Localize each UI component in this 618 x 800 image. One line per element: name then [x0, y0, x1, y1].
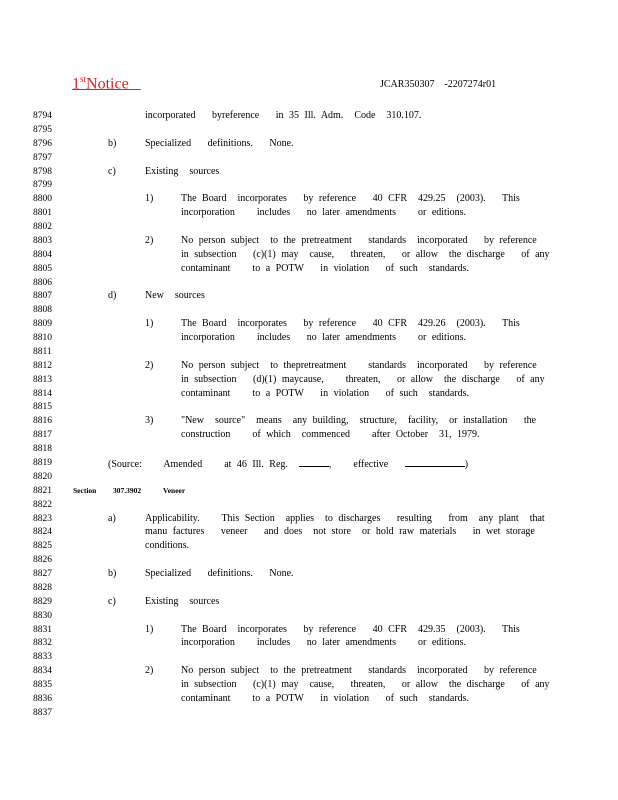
- item-label: b): [108, 568, 117, 580]
- subitem-label: 2): [145, 234, 154, 246]
- line-number: 8833: [33, 652, 52, 663]
- continuation-text: in subsection (c)(1) may cause, threaten, or allow the discharge of any: [181, 679, 550, 691]
- item-label: a): [108, 512, 116, 524]
- line-8818: [0, 442, 618, 456]
- item-text: Applicability. This Section applies to discharges resulting from any plant that: [145, 512, 545, 524]
- line-number: 8804: [33, 249, 52, 260]
- line-number: 8835: [33, 680, 52, 691]
- item-text: Specialized definitions. None.: [145, 137, 294, 149]
- line-number: 8795: [33, 124, 52, 135]
- line-number: 8827: [33, 569, 52, 580]
- line-8796: [0, 137, 618, 151]
- line-number: 8794: [33, 111, 52, 121]
- line-number: 8811: [33, 346, 52, 357]
- line-number: 8810: [33, 333, 52, 344]
- item-text: Existing sources: [145, 165, 220, 177]
- line-8804: [0, 248, 618, 262]
- item-label: c): [108, 165, 116, 177]
- subitem-text: No person subject to the pretreatment standards incorporated by reference: [181, 234, 537, 246]
- line-8832: [0, 636, 618, 650]
- subitem-label: 1): [145, 623, 154, 635]
- item-label: c): [108, 595, 116, 607]
- line-number: 8837: [33, 707, 52, 718]
- continuation-text: conditions.: [145, 540, 190, 552]
- line-8815: [0, 400, 618, 414]
- item-text: Specialized definitions. None.: [145, 568, 294, 580]
- continuation-text: incorporated byreference in 35 Ill. Adm. Code 310.107.: [145, 110, 422, 121]
- line-number: 8805: [33, 263, 52, 274]
- subitem-text: The Board incorporates by reference 40 CFR 429.26 (2003). This: [181, 318, 520, 330]
- line-8798: [0, 165, 618, 179]
- subitem-text: "New source" means any building, structure, facility, or installation the: [181, 415, 537, 427]
- line-8807: [0, 289, 618, 303]
- line-8831: [0, 623, 618, 637]
- subitem-label: 1): [145, 318, 154, 330]
- section-title: Veneer: [163, 485, 186, 495]
- line-number: 8820: [33, 471, 52, 482]
- line-number: 8817: [33, 430, 52, 441]
- line-8822: [0, 498, 618, 512]
- line-number: 8809: [33, 319, 52, 330]
- source-blank: [299, 456, 329, 467]
- continuation-text: incorporation includes no later amendments or editions.: [181, 207, 466, 219]
- line-number: 8798: [33, 166, 52, 177]
- item-text: New sources: [145, 290, 205, 302]
- line-number: 8829: [33, 596, 52, 607]
- item-label: b): [108, 137, 117, 149]
- line-number: 8834: [33, 666, 52, 677]
- line-8816: [0, 414, 618, 428]
- continuation-text: contaminant to a POTW in violation of such standards.: [181, 692, 470, 704]
- line-number: 8819: [33, 458, 52, 468]
- line-8801: [0, 206, 618, 220]
- line-number: 8799: [33, 180, 52, 191]
- effective-blank: [405, 456, 465, 467]
- line-8800: [0, 192, 618, 206]
- continuation-text: incorporation includes no later amendments or editions.: [181, 332, 466, 344]
- line-number: 8807: [33, 291, 52, 302]
- line-number: 8821: [33, 485, 52, 496]
- line-8799: [0, 178, 618, 192]
- line-8813: [0, 373, 618, 387]
- line-8812: [0, 359, 618, 373]
- line-number: 8836: [33, 693, 52, 704]
- line-number: 8825: [33, 541, 52, 552]
- line-number: 8831: [33, 624, 52, 635]
- line-number: 8801: [33, 208, 52, 219]
- line-8806: [0, 276, 618, 290]
- line-number: 8818: [33, 444, 52, 455]
- subitem-text: No person subject to thepretreatment standards incorporated by reference: [181, 359, 537, 371]
- item-label: d): [108, 290, 117, 302]
- notice-heading: 1stNotice: [72, 74, 129, 93]
- line-number: 8830: [33, 610, 52, 621]
- line-8819: [0, 456, 618, 470]
- line-number: 8822: [33, 499, 52, 510]
- line-number: 8814: [33, 388, 52, 399]
- line-8837: [0, 706, 618, 720]
- line-8795: [0, 123, 618, 137]
- continuation-text: in subsection (d)(1) maycause, threaten, or allow the discharge of any: [181, 373, 545, 385]
- line-8810: [0, 331, 618, 345]
- line-8817: [0, 428, 618, 442]
- subitem-label: 1): [145, 193, 154, 205]
- line-number: 8824: [33, 527, 52, 538]
- line-8830: [0, 609, 618, 623]
- line-number: 8832: [33, 638, 52, 649]
- line-8809: [0, 317, 618, 331]
- source-note: (Source: Amended at 46 Ill. Reg. , effective ): [108, 456, 468, 472]
- line-number: 8813: [33, 374, 52, 385]
- line-8794: [0, 109, 618, 123]
- subitem-label: 2): [145, 359, 154, 371]
- continuation-text: manu factures veneer and does not store or hold raw materials in wet storage: [145, 526, 535, 538]
- line-number: 8803: [33, 235, 52, 246]
- line-8826: [0, 553, 618, 567]
- line-number: 8816: [33, 416, 52, 427]
- continuation-text: construction of which commenced after October 31, 1979.: [181, 429, 480, 441]
- line-8833: [0, 650, 618, 664]
- line-number: 8797: [33, 152, 52, 163]
- line-8811: [0, 345, 618, 359]
- subitem-text: The Board incorporates by reference 40 CFR 429.25 (2003). This: [181, 193, 520, 205]
- line-number: 8812: [33, 360, 52, 371]
- line-8835: [0, 678, 618, 692]
- line-number: 8815: [33, 402, 52, 413]
- line-number: 8828: [33, 582, 52, 593]
- line-8820: [0, 470, 618, 484]
- line-number: 8823: [33, 513, 52, 524]
- continuation-text: incorporation includes no later amendments or editions.: [181, 637, 466, 649]
- line-8814: [0, 387, 618, 401]
- line-8821: [0, 484, 618, 498]
- document-id: JCAR350307 -2207274r01: [380, 79, 497, 90]
- continuation-text: contaminant to a POTW in violation of such standards.: [181, 387, 470, 399]
- continuation-text: contaminant to a POTW in violation of such standards.: [181, 262, 470, 274]
- line-8825: [0, 539, 618, 553]
- line-number: 8802: [33, 222, 52, 233]
- line-8828: [0, 581, 618, 595]
- line-number: 8806: [33, 277, 52, 288]
- line-number: 8826: [33, 555, 52, 566]
- line-8803: [0, 234, 618, 248]
- subitem-label: 3): [145, 415, 154, 427]
- line-8827: [0, 567, 618, 581]
- line-8808: [0, 303, 618, 317]
- subitem-text: The Board incorporates by reference 40 CFR 429.35 (2003). This: [181, 623, 520, 635]
- line-8823: [0, 512, 618, 526]
- line-8834: [0, 664, 618, 678]
- line-number: 8808: [33, 305, 52, 316]
- line-8802: [0, 220, 618, 234]
- line-8836: [0, 692, 618, 706]
- line-8797: [0, 151, 618, 165]
- continuation-text: in subsection (c)(1) may cause, threaten, or allow the discharge of any: [181, 248, 550, 260]
- item-text: Existing sources: [145, 595, 220, 607]
- line-number: 8796: [33, 138, 52, 149]
- section-label: Section: [73, 485, 97, 495]
- line-8829: [0, 595, 618, 609]
- line-number: 8800: [33, 194, 52, 205]
- subitem-label: 2): [145, 665, 154, 677]
- line-8805: [0, 262, 618, 276]
- line-8824: [0, 525, 618, 539]
- section-number: 307.3902: [113, 485, 142, 495]
- subitem-text: No person subject to the pretreatment standards incorporated by reference: [181, 665, 537, 677]
